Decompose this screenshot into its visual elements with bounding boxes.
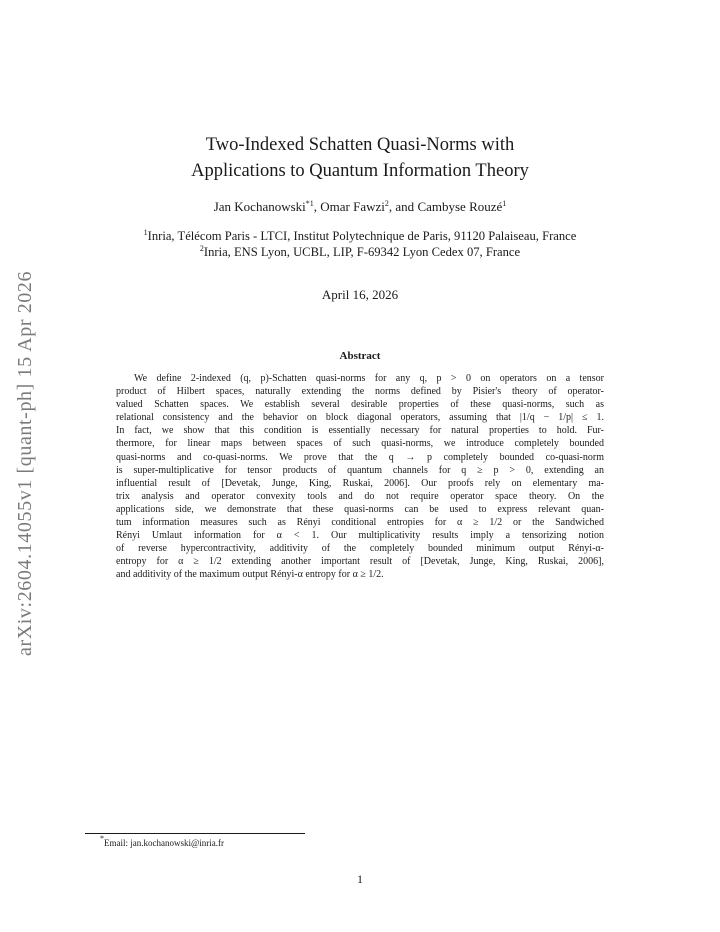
affiliation-1: [0, 229, 720, 244]
footnote-email: [100, 834, 225, 848]
footnote-text: Email: jan.kochanowski@inria.fr: [104, 838, 225, 848]
author-marker: *1: [305, 199, 314, 208]
author-list: Jan Kochanowski$^{*1}$, Omar Fawzi$^2$, and Cambyse Rouzé$^1$: [213, 199, 507, 214]
author-name: Omar Fawzi: [320, 199, 385, 214]
abstract-line: is super-multiplicative for tensor products of quantum channels for q ≥ p > 0, extending an: [116, 464, 604, 476]
title-line-1: Two-Indexed Schatten Quasi-Norms with: [205, 135, 515, 155]
affiliation-text: Inria, ENS Lyon, UCBL, LIP, F-69342 Lyon Cedex 07, France: [203, 245, 521, 259]
abstract-line: trix analysis and operator convexity tools and do not require operator space theory. On the: [116, 490, 604, 502]
abstract-line: Rényi Umlaut information for α < 1. Our multiplicativity results imply a tensorizing notion: [116, 530, 604, 542]
arxiv-identifier-stamp: arXiv:2604.14055v1 [quant-ph] 15 Apr 2026: [14, 270, 36, 656]
author-name: Cambyse Rouzé: [417, 199, 503, 214]
affiliation-text: Inria, Télécom Paris - LTCI, Institut Polytechnique de Paris, 91120 Palaiseau, France: [147, 229, 577, 243]
affiliation-marker: 1: [143, 228, 148, 237]
abstract-line: applications side, we demonstrate that these quasi-norms can be used to express relevant quan-: [116, 503, 604, 515]
abstract-line: In fact, we show that this condition is essentially necessary for natural properties to hold. Fur-: [116, 425, 604, 437]
abstract-line: thermore, for linear maps between spaces of such quasi-norms, we introduce completely bounded: [116, 438, 604, 450]
abstract-line: and additivity of the maximum output Rényi-α entropy for α ≥ 1/2.: [116, 569, 384, 581]
affiliation-2: [0, 245, 720, 260]
title-line-2: Applications to Quantum Information Theory: [191, 161, 529, 181]
abstract-body: [116, 372, 604, 582]
abstract-heading: Abstract: [339, 350, 381, 362]
abstract-line: quasi-norms and co-quasi-norms. We prove that the q → p completely bounded co-quasi-norm: [116, 451, 604, 463]
footnote-marker: *: [100, 834, 104, 843]
author-marker: 1: [502, 199, 507, 208]
abstract-line: influential result of [Devetak, Junge, King, Ruskai, 2006]. Our proofs rely on elementary ma-: [116, 477, 604, 489]
publication-date: April 16, 2026: [321, 287, 399, 302]
abstract-line: relational consistency and the behavior on block diagonal operators, assuming that |1/q − 1/p| ≤ 1.: [116, 412, 604, 424]
author-name: Jan Kochanowski: [213, 199, 306, 214]
abstract-line: tum information measures such as Rényi conditional entropies for α ≥ 1/2 or the Sandwiched: [116, 517, 604, 529]
abstract-line: entropy for α ≥ 1/2 extending another important result of [Devetak, Junge, King, Ruskai, 2006],: [116, 556, 604, 568]
abstract-line: product of Hilbert spaces, naturally extending the norms defined by Pisier's theory of operator-: [116, 386, 604, 398]
abstract-line: We define 2-indexed (q, p)-Schatten quasi-norms for any q, p > 0 on operators on a tensor: [134, 373, 604, 384]
page-number: 1: [357, 872, 363, 886]
abstract-line: valued Schatten spaces. We establish several desirable properties of these quasi-norms, such as: [116, 399, 604, 411]
author-marker: 2: [384, 199, 389, 208]
abstract-line: of reverse hypercontractivity, additivity of the completely bounded minimum output Rényi-α-: [116, 543, 604, 555]
footnote-divider: [85, 833, 305, 834]
paper-title: [0, 132, 720, 184]
affiliation-marker: 2: [199, 244, 204, 253]
